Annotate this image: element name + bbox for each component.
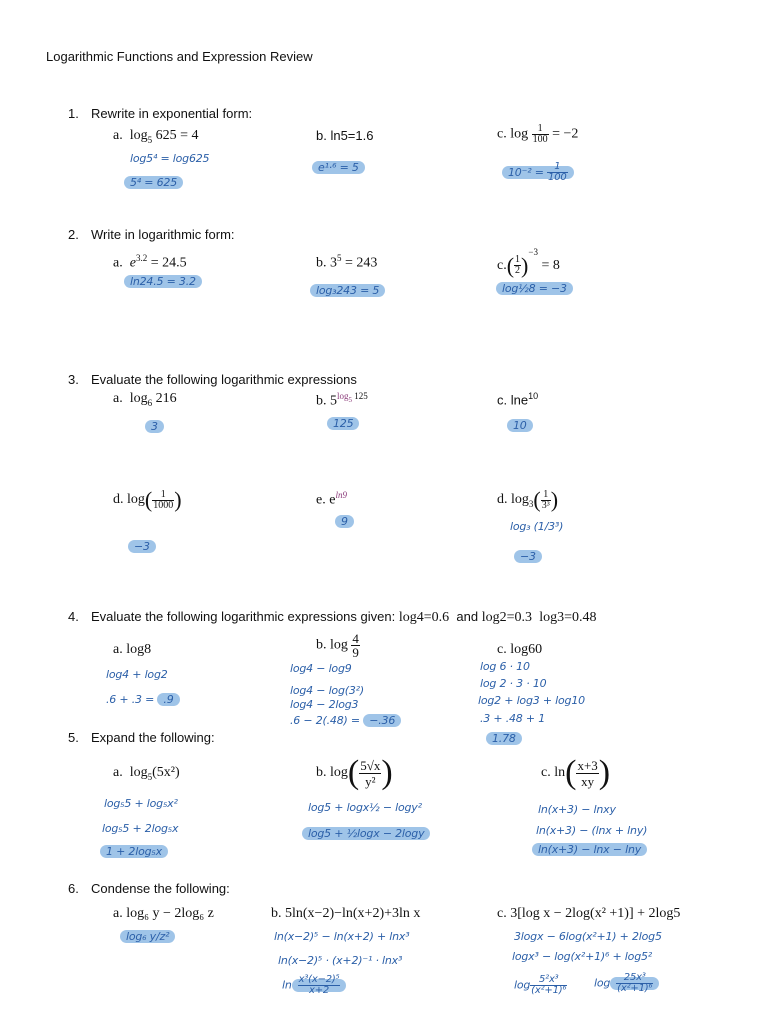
q6-b-expression: b. 5ln(x−2)−ln(x+2)+3ln x	[271, 906, 421, 921]
answer-q4-c-line2: log 2 · 3 · 10	[480, 677, 547, 690]
answer-q2-c: log½8 = −3	[496, 282, 573, 295]
answer-q5-c-line1: ln(x+3) − lnxy	[538, 803, 616, 816]
answer-q5-c-line2: ln(x+3) − (lnx + lny)	[536, 824, 648, 837]
question-number: 2.	[68, 227, 79, 242]
question-prompt: Rewrite in exponential form:	[91, 106, 253, 121]
answer-q4-b-line4: .6 − 2(.48) = −.36	[290, 714, 401, 727]
question-prompt: Evaluate the following logarithmic expressions given: log4=0.6 and log2=0.3 log3=0.48	[91, 609, 597, 625]
answer-q4-b-line2: log4 − log(3²)	[290, 684, 364, 697]
q1-a-expression: a. $\log_5 625 = 4$	[113, 128, 199, 145]
q5-c-expression: c. ln( $\frac{x+3}{xy}$ )	[541, 754, 611, 791]
question-number: 6.	[68, 881, 79, 896]
answer-q4-c-line4: .3 + .48 + 1	[480, 712, 546, 725]
answer-q3-a: 3	[145, 420, 164, 433]
answer-q5-a-line2: log₅5 + 2log₅x	[102, 822, 179, 835]
answer-q4-c-line5: 1.78	[486, 732, 522, 745]
answer-q1-b: e¹·⁶ = 5	[312, 161, 365, 174]
q4-a-expression: a. log8	[113, 642, 152, 657]
answer-q5-a-line1: log₅5 + log₅x²	[104, 797, 178, 810]
answer-q4-b-line1: log4 − log9	[290, 662, 352, 675]
answer-q6-c-line3: log $\frac{\text{5²x³}}{\text{(x²+1)⁶}}$	[514, 974, 567, 996]
page-title: Logarithmic Functions and Expression Review	[46, 49, 313, 64]
q4-b-expression: b. log $\frac{4}{9}$	[316, 631, 359, 660]
question-prompt: Condense the following:	[91, 881, 230, 896]
answer-q6-a: log₆ y/z²	[120, 930, 175, 943]
answer-q6-c-line1: 3logx − 6log(x²+1) + 2log5	[514, 930, 662, 943]
answer-q1-a-line1: log5⁴ = log625	[130, 152, 210, 165]
answer-q3-f-line1: log₃ (1/3³)	[510, 520, 564, 533]
answer-q6-c-line4: log $\frac{\text{25x³}}{\text{(x²+1)⁶}}$	[594, 973, 659, 994]
answer-q4-a-line1: log4 + log2	[106, 668, 168, 681]
question-number: 4.	[68, 609, 79, 624]
answer-q3-b: 125	[327, 417, 359, 430]
q4-c-expression: c. log60	[497, 642, 543, 657]
question-number: 1.	[68, 106, 79, 121]
answer-q3-f-line2: −3	[514, 550, 542, 563]
answer-q4-a-line2: .6 + .3 = .9	[106, 693, 180, 706]
q3-e-expression: e. $e^{ln9}$	[316, 490, 347, 508]
q3-f-expression: d. $\log_3$( $\frac{1}{\text{3³}}$ )	[497, 487, 559, 512]
answer-q3-e: 9	[335, 515, 354, 528]
q6-c-expression: c. 3[log x − 2log(x² +1)] + 2log5	[497, 906, 681, 921]
question-prompt: Evaluate the following logarithmic expressions	[91, 372, 357, 387]
q1-c-expression: c. log $\frac{1}{100}$ = −2	[497, 123, 579, 145]
answer-q4-c-line3: log2 + log3 + log10	[478, 694, 585, 707]
answer-q2-a: ln24.5 = 3.2	[124, 275, 202, 288]
question-number: 5.	[68, 730, 79, 745]
q5-b-expression: b. log( $\frac{5√x}{\text{y²}}$ )	[316, 754, 393, 791]
q2-b-expression: b. $3^5 = 243$	[316, 253, 378, 271]
answer-q5-b-line2: log5 + ½logx − 2logy	[302, 827, 430, 840]
q2-c-expression: c.( $\frac{1}{2}$ )$^{-3}$ = 8	[497, 247, 560, 278]
q3-d-expression: d. log( $\frac{1}{1000}$ )	[113, 487, 182, 512]
q3-c-expression: c. lne$^{10}$	[497, 391, 539, 408]
answer-q3-d: −3	[128, 540, 156, 553]
answer-q6-c-line2: logx³ − log(x²+1)⁶ + log5²	[512, 950, 652, 963]
q2-a-expression: a. $e^{3.2} = 24.5$	[113, 253, 187, 271]
q5-a-expression: a. $\log_5(5x^2)$	[113, 765, 180, 782]
answer-q5-b-line1: log5 + logx½ − logy²	[308, 801, 422, 814]
answer-q6-b-line3: ln $\frac{\text{x³(x−2)⁵}}{x+2}$	[282, 975, 346, 996]
question-prompt: Expand the following:	[91, 730, 215, 745]
question-number: 3.	[68, 372, 79, 387]
answer-q5-c-line3: ln(x+3) − lnx − lny	[532, 843, 647, 856]
answer-q1-c: 10⁻² = $\frac{1}{100}$	[502, 162, 574, 183]
answer-q5-a-line3: 1 + 2log₅x	[100, 845, 168, 858]
answer-q2-b: log₃243 = 5	[310, 284, 385, 297]
answer-q4-b-line3: log4 − 2log3	[290, 698, 359, 711]
q6-a-expression: a. log₆ y − 2log₆ z	[113, 906, 214, 921]
answer-q6-b-line1: ln(x−2)⁵ − ln(x+2) + lnx³	[274, 930, 410, 943]
answer-q1-a-line2: 5⁴ = 625	[124, 176, 183, 189]
q1-b-expression: b. ln5=1.6	[316, 128, 374, 143]
q3-a-expression: a. $\log_6 216$	[113, 391, 177, 408]
question-prompt: Write in logarithmic form:	[91, 227, 235, 242]
answer-q6-b-line2: ln(x−2)⁵ · (x+2)⁻¹ · lnx³	[278, 954, 403, 967]
answer-q4-c-line1: log 6 · 10	[480, 660, 530, 673]
q3-b-expression: b. $5^{log_5}$ $^{125}$	[316, 391, 368, 409]
answer-q3-c: 10	[507, 419, 533, 432]
